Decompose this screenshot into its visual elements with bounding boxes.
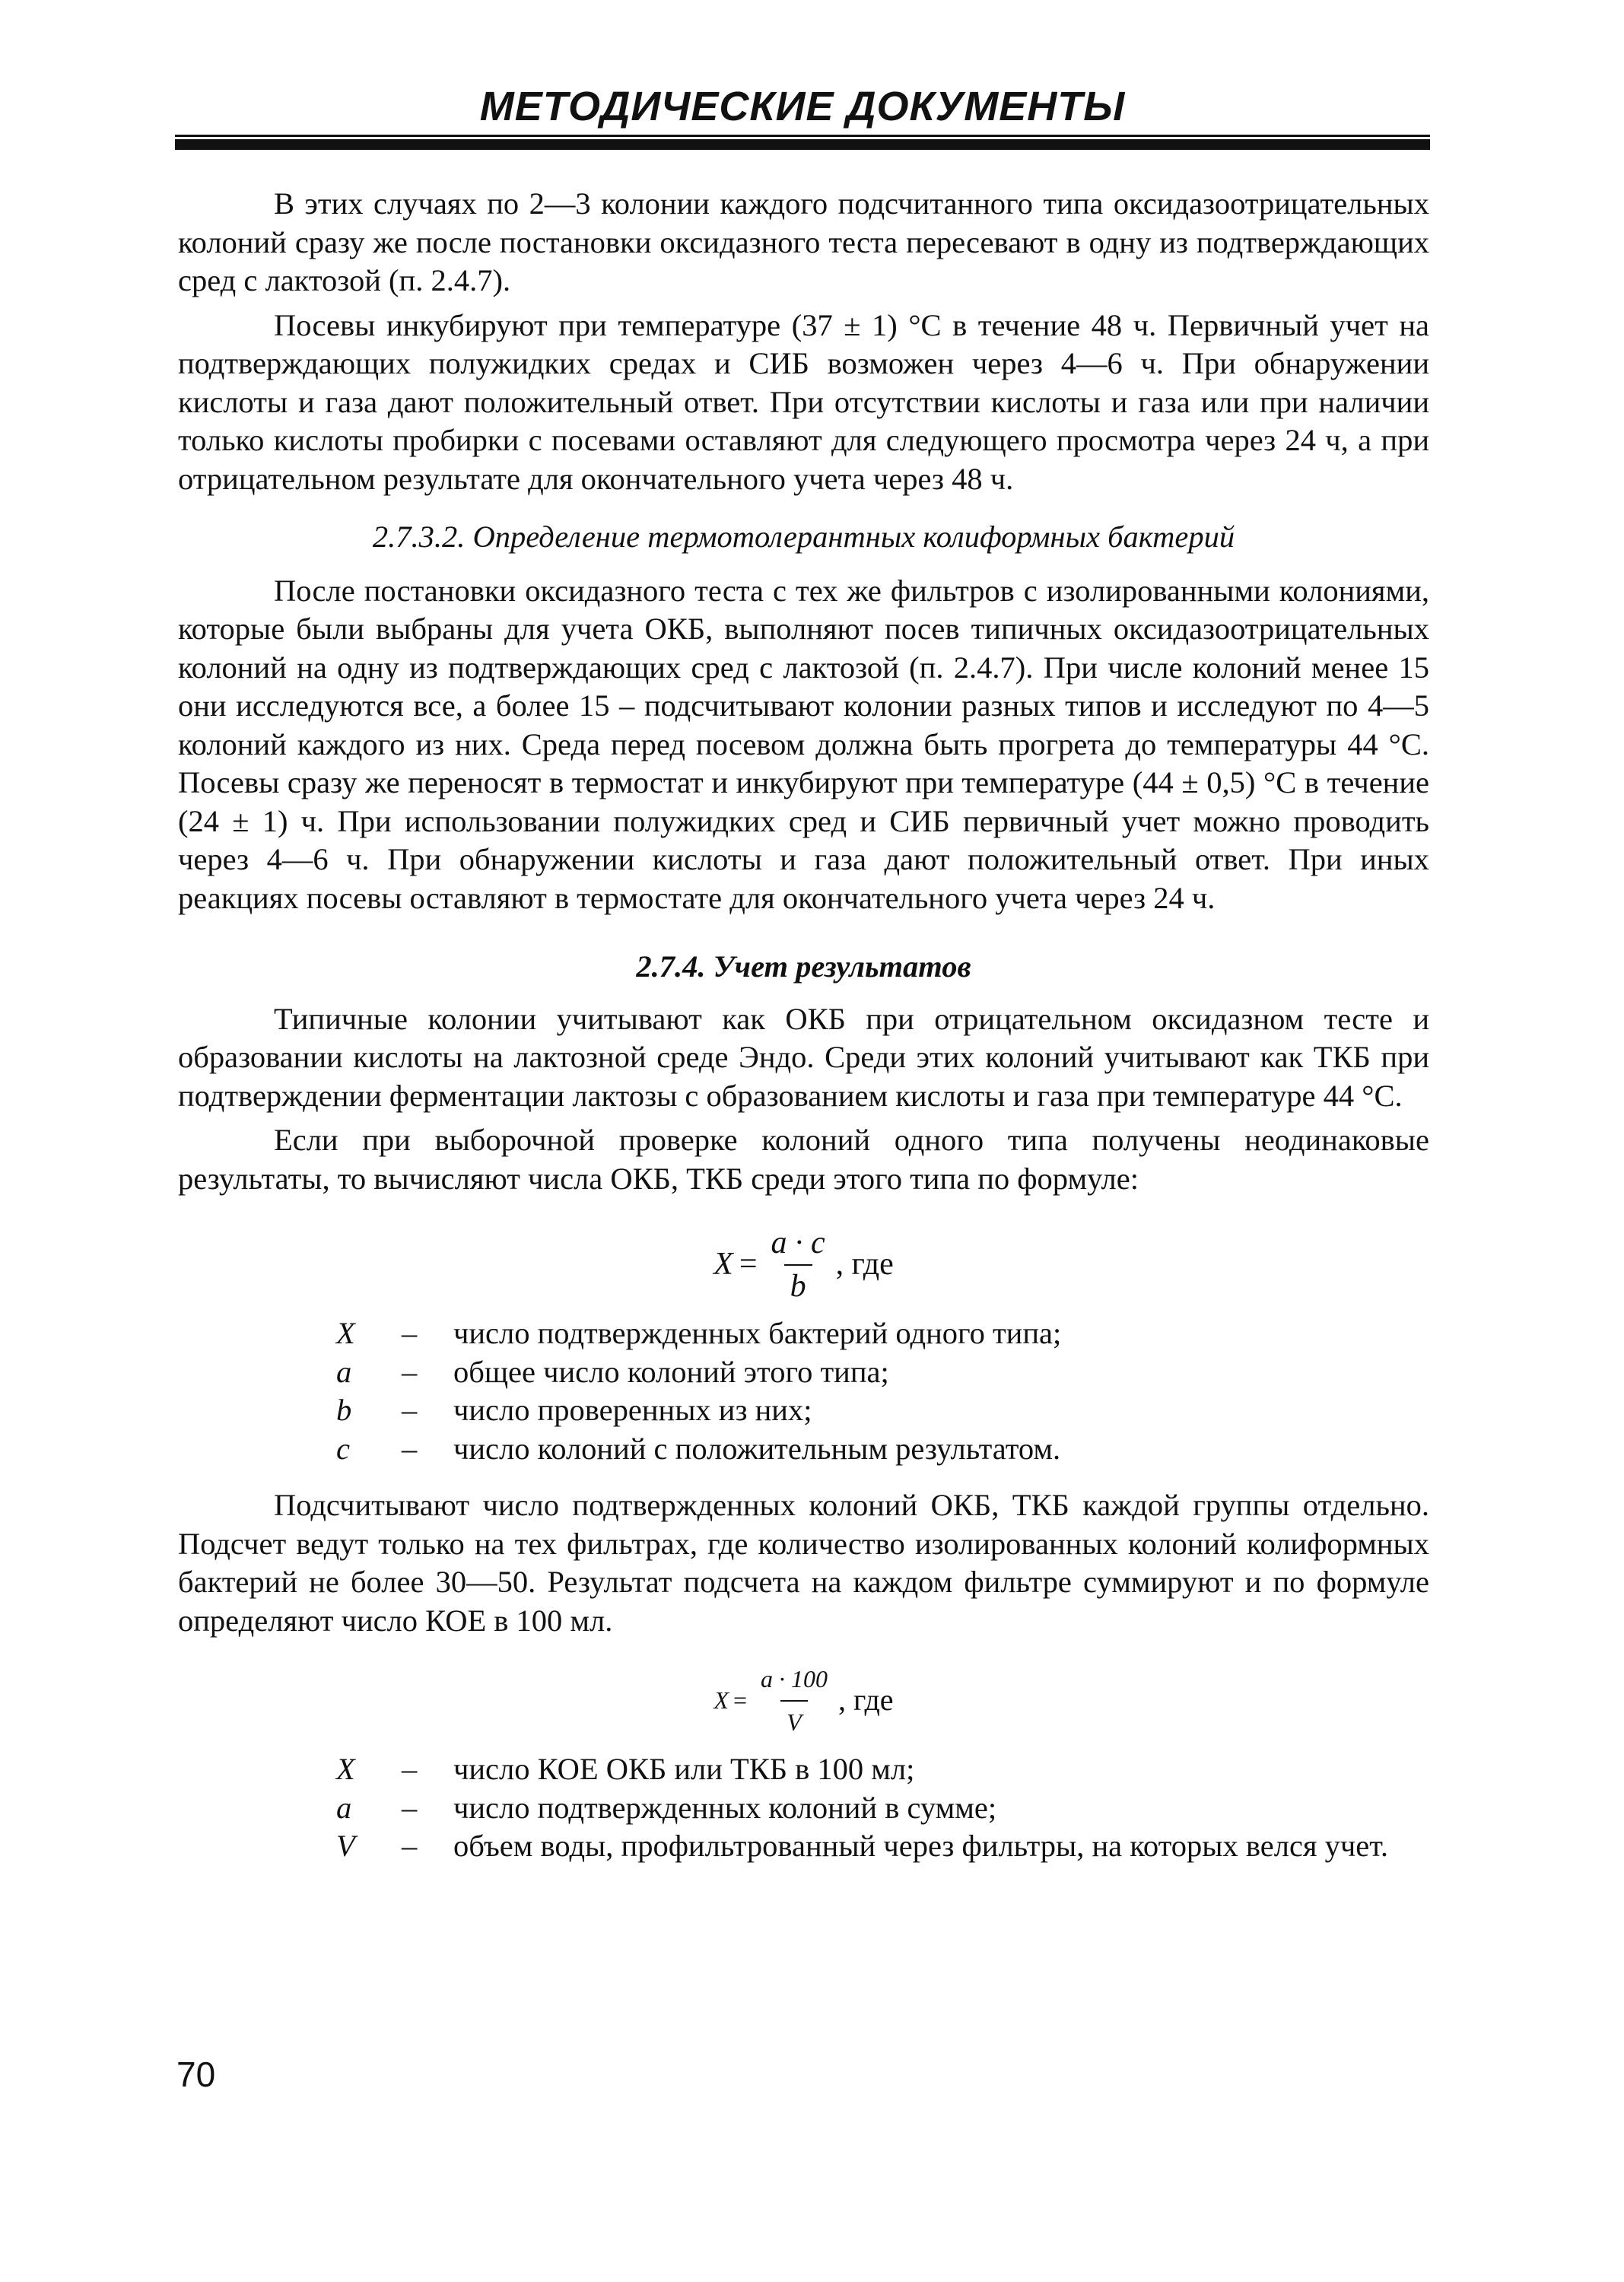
legend-text: число КОЕ ОКБ или ТКБ в 100 мл; [453, 1752, 915, 1786]
formula-2 [178, 1660, 1429, 1741]
legend-text: число проверенных из них; [453, 1393, 812, 1427]
legend-dash: – [402, 1790, 418, 1825]
legend-dash: – [402, 1316, 418, 1350]
legend-symbol: X [336, 1316, 355, 1350]
section-title: 2.7.4. Учет результатов [636, 949, 971, 984]
legend-row [178, 1391, 1429, 1430]
legend-row [178, 1750, 1429, 1789]
legend-dash: – [402, 1752, 418, 1786]
legend-text: объем воды, профильтрованный через фильтры, на которых велся учет. [453, 1829, 1389, 1863]
paragraph: После постановки оксидазного теста с тех же фильтров с изолированными колониями, которые были выбраны для учета ОКБ, выполняют посев типичных оксидазоотрицательных колоний на одну из подтверждающих сред с лактозой (п. 2.4.7). При числе колоний менее 15 они исследуются все, а более 15 – подсчитывают колонии разных типов и исследуют по 4—5 колоний каждого из них. Среда перед посевом должна быть прогрета до температуры 44 °С. Посевы сразу же переносят в термостат и инкубируют при температуре (44 ± 0,5) °С в течение (24 ± 1) ч. При использовании полужидких сред и СИБ первичный учет можно проводить через 4—6 ч. При обнаружении кислоты и газа дают положительный ответ. При иных реакциях посевы оставляют в термостате для окончательного учета через 24 ч. [178, 573, 1429, 915]
subsection-title: 2.7.3.2. Определение термотолерантных колиформных бактерий [372, 520, 1235, 554]
legend-dash: – [402, 1354, 418, 1389]
legend-text: общее число колоний этого типа; [453, 1354, 889, 1389]
paragraph: Подсчитывают число подтвержденных колоний ОКБ, ТКБ каждой группы отдельно. Подсчет ведут только на тех фильтрах, где количество изолированных колоний колиформных бактерий не более 30—50. Результат подсчета на каждом фильтре суммируют и по формуле определяют число КОЕ в 100 мл. [178, 1488, 1429, 1638]
legend-row [178, 1353, 1429, 1392]
legend-text: число подтвержденных колоний в сумме; [453, 1790, 997, 1825]
paragraph: Если при выборочной проверке колоний одного типа получены неодинаковые результаты, то вычисляют числа ОКБ, ТКБ среди этого типа по формуле: [178, 1123, 1429, 1196]
legend-text: число колоний с положительным результатом. [453, 1431, 1061, 1466]
running-header [175, 80, 1430, 150]
formula-denominator: b [784, 1264, 812, 1306]
legend-symbol: a [336, 1790, 352, 1825]
formula-denominator: V [780, 1700, 808, 1742]
formula-numerator: a · c [771, 1225, 825, 1260]
formula-equals: = [733, 1686, 748, 1715]
page-body [178, 185, 1429, 1866]
formula-suffix: , где [838, 1683, 894, 1718]
formula-2-legend [178, 1750, 1429, 1866]
formula-1 [178, 1224, 1429, 1305]
formula-fraction [765, 1224, 831, 1305]
legend-dash: – [402, 1829, 418, 1863]
header-title: МЕТОДИЧЕСКИЕ ДОКУМЕНТЫ [479, 84, 1126, 129]
legend-row [178, 1430, 1429, 1469]
paragraph: Посевы инкубируют при температуре (37 ± 1) °С в течение 48 ч. Первичный учет на подтверждающих полужидких средах и СИБ возможен через 4—6 ч. При обнаружении кислоты и газа дают положительный ответ. При отсутствии кислоты и газа или при наличии только кислоты пробирки с посевами оставляют для следующего просмотра через 24 ч, а при отрицательном результате для окончательного учета через 48 ч. [178, 307, 1429, 496]
formula-fraction [755, 1660, 834, 1741]
formula-numerator: a · 100 [761, 1665, 828, 1692]
paragraph: Типичные колонии учитывают как ОКБ при отрицательном оксидазном тесте и образовании кислоты на лактозной среде Эндо. Среди этих колоний учитывают как ТКБ при подтверждении ферментации лактозы с образованием кислоты и газа при температуре 44 °С. [178, 1001, 1429, 1113]
legend-symbol: b [336, 1393, 352, 1427]
formula-suffix: , где [835, 1247, 894, 1282]
formula-lhs: X [713, 1686, 729, 1715]
legend-symbol: c [336, 1431, 350, 1466]
legend-row [178, 1789, 1429, 1828]
legend-row [178, 1314, 1429, 1353]
page-number: 70 [176, 2055, 216, 2094]
legend-dash: – [402, 1431, 418, 1466]
legend-dash: – [402, 1393, 418, 1427]
paragraph: В этих случаях по 2—3 колонии каждого подсчитанного типа оксидазоотрицательных колоний сразу же после постановки оксидазного теста пересевают в одну из подтверждающих сред с лактозой (п. 2.4.7). [178, 186, 1429, 297]
header-rule-thin [175, 135, 1430, 137]
formula-lhs: X [713, 1247, 733, 1282]
formula-1-legend [178, 1314, 1429, 1468]
header-rule-thick [175, 139, 1430, 150]
legend-row [178, 1827, 1429, 1866]
legend-symbol: a [336, 1354, 352, 1389]
legend-symbol: V [336, 1829, 355, 1863]
formula-equals: = [739, 1247, 758, 1282]
legend-symbol: X [336, 1752, 355, 1786]
legend-text: число подтвержденных бактерий одного типа; [453, 1316, 1062, 1350]
